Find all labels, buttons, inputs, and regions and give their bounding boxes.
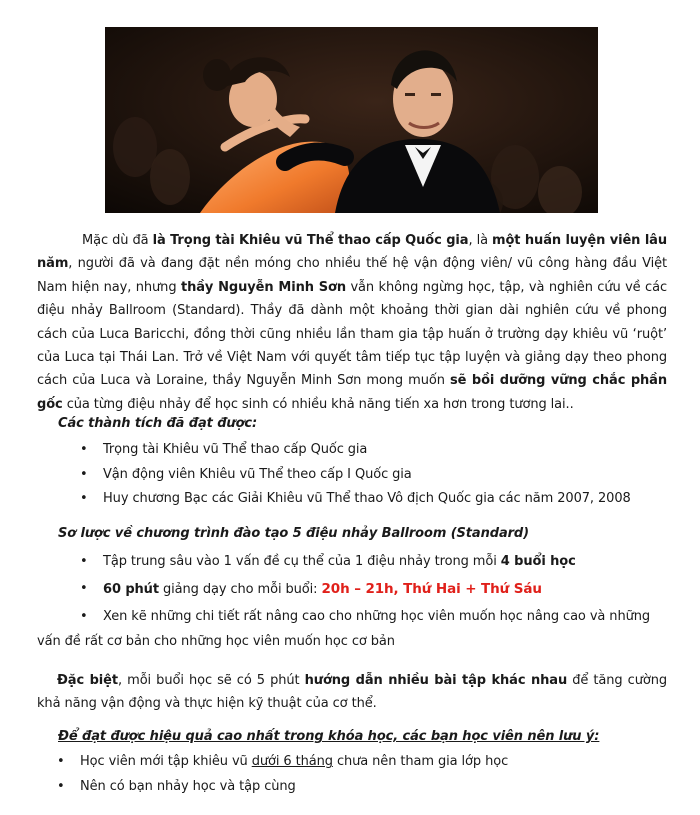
list-item [37, 577, 667, 603]
tips-section [37, 725, 667, 799]
list-item [37, 604, 667, 654]
intro-paragraph [37, 229, 667, 416]
bullet-icon: • [80, 466, 88, 482]
intro-bold-coach: một huấn luyện viên lâu năm [37, 233, 668, 272]
special-bold-exercises: hướng dẫn nhiều bài tập khác nhau [304, 673, 568, 688]
tip1-underlined: dưới 6 tháng [251, 754, 333, 770]
intro-text-4: vẫn không ngừng học, tập, và nghiên cứu về các điệu nhảy Ballroom (Standard). Thầy đã dành một khoảng thời gian dài nghiên cứu về phong cách của Luca Baricchi, đồng thời cũng nhiều lần tham gia tập huấn ở trường dạy khiêu vũ ‘ruột’ của Luca tại Thái Lan. Trở về Việt Nam với quyết tâm tiếp tục tập luyện và giảng dạy theo phong cách của Luca và Loraine, thầy Nguyễn Minh Sơn mong muốn [37, 279, 667, 389]
list-item [37, 750, 667, 775]
program-list [37, 550, 667, 654]
tip1-text-b: chưa nên tham gia lớp học [332, 754, 509, 770]
achievement-text: Trọng tài Khiêu vũ Thể thao cấp Quốc gia [103, 442, 368, 458]
program-heading: Sơ lược về chương trình đào tạo 5 điệu nhảy Ballroom (Standard) [58, 526, 529, 541]
achievement-text: Vận động viên Khiêu vũ Thể theo cấp I Quốc gia [103, 466, 412, 482]
program-item2-bold: 60 phút [103, 581, 159, 597]
intro-text-2: , là [468, 233, 493, 248]
bullet-icon: • [57, 754, 65, 770]
program-section [37, 522, 667, 654]
intro-text-1: Mặc dù đã [82, 233, 153, 248]
program-item3-text: Xen kẽ những chi tiết rất nâng cao cho những học viên muốn học nâng cao và những vấn đề rất cơ bản cho những học viên muốn học cơ bản [37, 609, 651, 650]
list-item [37, 487, 667, 512]
dance-photo-illustration [105, 27, 598, 213]
list-item [37, 550, 667, 575]
tip2-text: Nên có bạn nhảy học và tập cùng [80, 778, 296, 794]
tip1-text-a: Học viên mới tập khiêu vũ [80, 754, 252, 770]
intro-bold-teacher-name: thầy Nguyễn Minh Sơn [180, 279, 346, 295]
bullet-icon: • [80, 442, 88, 458]
tips-heading: Để đạt được hiệu quả cao nhất trong khóa học, các bạn học viên nên lưu ý: [58, 729, 600, 744]
special-bold-title: Đặc biệt [57, 673, 118, 688]
program-item1-text: Tập trung sâu vào 1 vấn đề cụ thể của 1 điệu nhảy trong mỗi [103, 554, 501, 570]
tips-list [37, 750, 667, 799]
bullet-icon: • [80, 491, 88, 507]
achievements-heading: Các thành tích đã đạt được: [58, 416, 258, 431]
special-paragraph [37, 669, 667, 716]
intro-bold-referee: là Trọng tài Khiêu vũ Thể thao cấp Quốc gia [152, 233, 469, 248]
achievement-text: Huy chương Bạc các Giải Khiêu vũ Thể thao Vô địch Quốc gia các năm 2007, 2008 [103, 491, 631, 507]
bullet-icon: • [57, 778, 65, 794]
achievements-section [37, 412, 667, 512]
dance-couple-photo [105, 27, 598, 213]
intro-bold-foundation: sẽ bồi dưỡng vững chắc phần gốc [37, 373, 668, 412]
list-item [37, 775, 667, 800]
list-item [37, 438, 667, 463]
intro-text-3: , người đã và đang đặt nền móng cho nhiều thế hệ vận động viên/ vũ công hàng đầu Việt Nam hiện nay, nhưng [37, 256, 667, 295]
list-item [37, 463, 667, 488]
schedule-highlight: 20h – 21h, Thứ Hai + Thứ Sáu [321, 580, 542, 597]
bullet-icon: • [80, 554, 88, 570]
program-item1-bold: 4 buổi học [500, 554, 576, 570]
bullet-icon: • [80, 609, 88, 625]
special-text-2: để tăng cường khả năng vận động và thực hiện kỹ thuật của cơ thể. [37, 673, 667, 712]
bullet-icon: • [80, 580, 88, 596]
achievements-list [37, 438, 667, 512]
program-item2-text: giảng dạy cho mỗi buổi: [158, 581, 322, 597]
special-text-1: , mỗi buổi học sẽ có 5 phút [117, 673, 305, 688]
intro-text-5: của từng điệu nhảy để học sinh có nhiều khả năng tiến xa hơn trong tương lai.. [62, 396, 574, 412]
